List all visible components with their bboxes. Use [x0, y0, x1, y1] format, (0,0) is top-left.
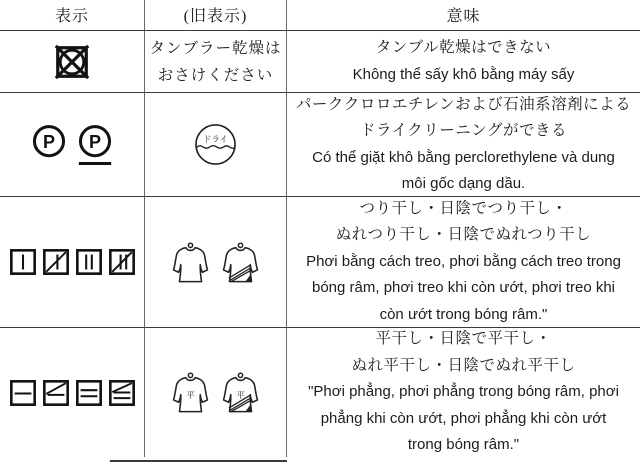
flat-dry-kanji-label: 平: [236, 389, 245, 400]
row2-meaning-cell: [287, 93, 640, 197]
svg-text:P: P: [88, 131, 102, 152]
meaning-line-jp: ぬれつり干し・日陰でぬれつり干し: [335, 226, 592, 244]
header-symbol: [0, 0, 145, 31]
old-label-line: タンブラー乾燥は: [149, 39, 282, 57]
header-old-symbol-label: (旧表示): [183, 7, 248, 25]
hang-dry-icon: [9, 248, 37, 276]
table-bottom-border: [110, 460, 287, 462]
row3-meaning-cell: [287, 197, 640, 328]
meaning-line-vi: bóng râm, phơi treo khi còn ướt, phơi treo khi: [311, 279, 616, 297]
flat-dry-shade-icon: [42, 379, 70, 407]
header-symbol-label: 表示: [54, 7, 89, 25]
row2-symbol-cell: [0, 93, 145, 197]
wet-hang-dry-shade-icon: [108, 248, 136, 276]
dry-clean-p-icon: [30, 123, 68, 167]
header-meaning-label: 意味: [446, 7, 481, 25]
do-not-tumble-dry-icon: [53, 43, 91, 81]
flat-dry-kanji-label: 平: [186, 389, 195, 400]
meaning-line-jp: ドライクリーニングができる: [360, 122, 567, 139]
row4-symbol-cell: [0, 328, 145, 457]
row3-symbol-cell: [0, 197, 145, 328]
wet-flat-dry-shade-icon: [108, 379, 136, 407]
meaning-line-jp: ぬれ平干し・日陰でぬれ平干し: [351, 356, 576, 374]
meaning-line-vi: còn ướt trong bóng râm.": [379, 305, 548, 323]
old-label-line: おさけください: [157, 66, 274, 84]
row2-old-cell: [145, 93, 287, 197]
meaning-line-jp: 平干し・日陰で平干し・: [375, 330, 552, 348]
shirt-hang-dry-icon: [171, 242, 210, 283]
dry-circle-icon: [194, 123, 237, 166]
shirt-hang-dry-shade-icon: [221, 242, 260, 283]
flat-dry-icon: [9, 379, 37, 407]
meaning-line-vi: Phơi bằng cách treo, phơi bằng cách treo trong: [306, 252, 621, 270]
meaning-line-vi: Không thể sấy khô bằng máy sấy: [352, 65, 575, 83]
hang-dry-shade-icon: [42, 248, 70, 276]
meaning-line-vi: môi gốc dạng dầu.: [401, 175, 526, 192]
row4-old-cell: [145, 328, 287, 457]
row3-old-cell: [145, 197, 287, 328]
dry-circle-label: ドライ: [203, 135, 228, 145]
row1-meaning-cell: [287, 31, 640, 93]
header-meaning: [287, 0, 640, 31]
row1-symbol-cell: [0, 31, 145, 93]
meaning-line-jp: つり干し・日陰でつり干し・: [359, 199, 568, 217]
wet-hang-dry-icon: [75, 248, 103, 276]
svg-text:P: P: [42, 131, 56, 152]
meaning-line-jp: パーククロロエチレンおよび石油系溶剤による: [295, 95, 632, 113]
wet-flat-dry-icon: [75, 379, 103, 407]
meaning-line-vi: trong bóng râm.": [407, 436, 520, 454]
meaning-line-jp: タンブル乾燥はできない: [375, 39, 552, 56]
dry-clean-p-mild-icon: [76, 123, 114, 167]
meaning-line-vi: phẳng khi còn ướt, phơi phẳng khi còn ướt: [320, 409, 607, 427]
header-old-symbol: [145, 0, 287, 31]
shirt-flat-dry-shade-icon: [221, 372, 260, 413]
meaning-line-vi: "Phơi phẳng, phơi phẳng trong bóng râm, phơi: [308, 383, 619, 401]
row4-meaning-cell: [287, 328, 640, 457]
shirt-flat-dry-icon: [171, 372, 210, 413]
row1-old-cell: [145, 31, 287, 93]
meaning-line-vi: Có thể giặt khô bằng perclorethylene và dung: [312, 148, 615, 166]
